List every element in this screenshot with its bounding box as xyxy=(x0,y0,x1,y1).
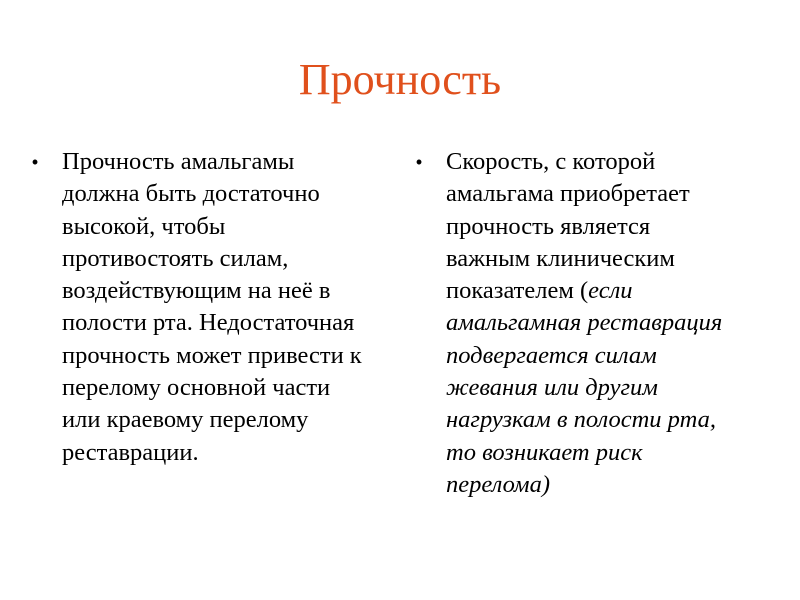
text-line: амальгама приобретает xyxy=(446,180,690,208)
text-line-italic: амальгамная реставрация xyxy=(446,309,723,337)
text-line-italic: то возникает риск xyxy=(446,438,643,466)
text-italic-part: если xyxy=(588,277,633,305)
bullet-icon: • xyxy=(415,152,423,172)
text-line: противостоять силам, xyxy=(62,244,289,272)
text-normal-part: показателем ( xyxy=(446,277,589,305)
text-line: полости рта. Недостаточная xyxy=(62,309,355,337)
text-line: Прочность амальгамы xyxy=(62,148,295,175)
text-line-mixed xyxy=(446,275,776,307)
text-line: воздействующим на неё в xyxy=(62,277,331,305)
text-line: высокой, чтобы xyxy=(62,212,226,240)
text-line-italic: перелома) xyxy=(446,470,550,498)
left-bullet-item xyxy=(31,146,402,469)
text-line-italic: подвергается силам xyxy=(446,341,657,369)
text-line: перелому основной части xyxy=(62,374,331,402)
right-bullet-item xyxy=(415,146,776,501)
bullet-icon: • xyxy=(31,152,39,172)
text-line: прочность является xyxy=(446,212,651,240)
text-line: или краевому перелому xyxy=(62,406,309,434)
text-line: важным клиническим xyxy=(446,244,675,272)
text-line-italic: нагрузкам в полости рта, xyxy=(446,406,716,434)
text-line-italic: жевания или другим xyxy=(446,374,658,402)
text-line: прочность может привести к xyxy=(62,341,362,369)
text-line: реставрации. xyxy=(62,438,199,466)
text-line: должна быть достаточно xyxy=(62,180,320,208)
slide-title: Прочность xyxy=(298,55,502,104)
text-line: Скорость, с которой xyxy=(446,148,656,175)
